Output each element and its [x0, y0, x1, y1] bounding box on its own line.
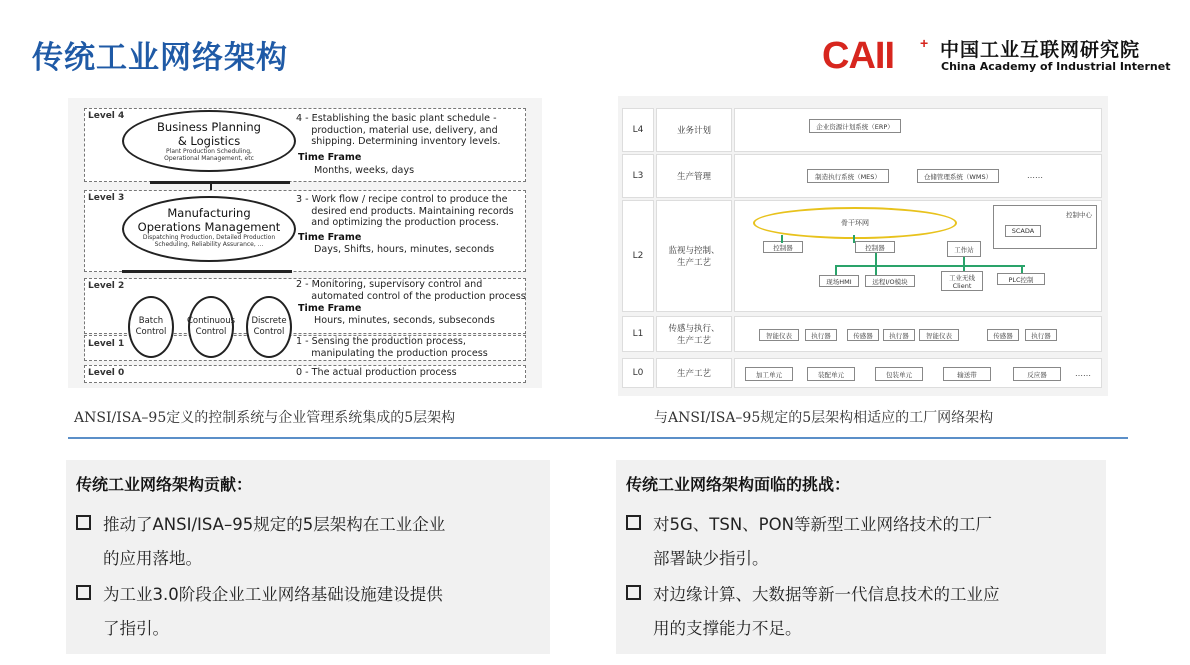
- row-l2-level: L2: [622, 200, 654, 312]
- actuator3-node: 执行器: [1025, 329, 1057, 341]
- row-l4-name: 业务计划: [656, 108, 732, 152]
- row-l0-name: 生产工艺: [656, 358, 732, 388]
- sensor2-node: 传感器: [847, 329, 879, 341]
- row-l1: [622, 316, 1102, 352]
- link: [781, 235, 783, 243]
- level-divider: [150, 181, 290, 184]
- l0-item: 装配单元: [807, 367, 855, 381]
- row-l4-level: L4: [622, 108, 654, 152]
- contribution-1-line2: 的应用落地。: [103, 549, 202, 568]
- caii-logo: [822, 36, 932, 72]
- row-l4: [622, 108, 1102, 152]
- l3-more: ……: [1027, 171, 1043, 180]
- wms-node: 仓储管理系统（WMS）: [917, 169, 999, 183]
- hmi-node: 现场HMI: [819, 275, 859, 287]
- batch-control-oval: Batch Control: [128, 296, 174, 358]
- challenge-2-line1: 对边缘计算、大数据等新一代信息技术的工业应: [653, 585, 1000, 604]
- challenge-item-1: [626, 508, 1086, 576]
- continuous-control-oval: Continuous Control: [188, 296, 234, 358]
- backbone-ring: 骨干环网: [753, 207, 957, 239]
- link: [853, 235, 855, 243]
- row-l2-content: [734, 200, 1102, 312]
- row-l3: [622, 154, 1102, 198]
- link: [875, 253, 877, 275]
- checkbox-icon: [76, 515, 91, 530]
- contribution-2-line1: 为工业3.0阶段企业工业网络基础设施建设提供: [103, 585, 443, 604]
- challenge-item-2: [626, 578, 1086, 646]
- sensor3-node: 传感器: [987, 329, 1019, 341]
- panel-challenges-heading: 传统工业网络架构面临的挑战：: [626, 475, 851, 494]
- row-l4-content: [734, 108, 1102, 152]
- row-l0-content: [734, 358, 1102, 388]
- level-2-timeframe-value: Hours, minutes, seconds, subseconds: [314, 315, 495, 326]
- row-l2-name: 监视与控制、 生产工艺: [656, 200, 732, 312]
- level-2-label: Level 2: [88, 281, 125, 291]
- level-4-oval: [122, 110, 296, 172]
- contribution-item-1: [76, 508, 536, 576]
- row-l2: [622, 200, 1102, 312]
- l0-more: ……: [1075, 369, 1091, 378]
- factory-network-figure: [618, 96, 1108, 396]
- l0-item: 包装单元: [875, 367, 923, 381]
- row-l3-name: 生产管理: [656, 154, 732, 198]
- page-title: 传统工业网络架构: [32, 40, 288, 76]
- level-3-oval-sub: Dispatching Production, Detailed Production Scheduling, Reliability Assurance, ...: [142, 234, 276, 248]
- link: [1021, 265, 1023, 273]
- level-3-label: Level 3: [88, 193, 125, 203]
- level-4-oval-title: Business Planning & Logistics: [157, 120, 261, 148]
- level-3-timeframe-value: Days, Shifts, hours, minutes, seconds: [314, 244, 495, 255]
- discrete-control-oval: Discrete Control: [246, 296, 292, 358]
- logo-mark-text: CAII: [822, 36, 894, 72]
- link: [963, 257, 965, 271]
- checkbox-icon: [626, 515, 641, 530]
- level-4-timeframe-value: Months, weeks, days: [314, 165, 415, 176]
- plc-node: PLC控制: [997, 273, 1045, 285]
- l0-item: 输送带: [943, 367, 991, 381]
- challenge-1-line2: 部署缺少指引。: [653, 549, 769, 568]
- logo-en-name: China Academy of Industrial Internet: [941, 60, 1171, 73]
- level-4-timeframe-label: Time Frame: [298, 152, 362, 163]
- panel-contributions: [66, 460, 550, 654]
- l0-item: 反应器: [1013, 367, 1061, 381]
- controller-a-node: 控制器: [763, 241, 803, 253]
- panel-contributions-heading: 传统工业网络架构贡献：: [76, 475, 253, 494]
- row-l0: [622, 358, 1102, 388]
- contribution-2-line2: 了指引。: [103, 619, 169, 638]
- client-node: 工业无线Client: [941, 271, 983, 291]
- link: [835, 265, 837, 275]
- sensor-node: 智能仪表: [759, 329, 799, 341]
- level-3-oval-title: Manufacturing Operations Management: [137, 206, 281, 234]
- challenge-2-line2: 用的支撑能力不足。: [653, 619, 802, 638]
- level-1-desc: 1 - Sensing the production process, manipulating the production process: [296, 336, 488, 359]
- checkbox-icon: [626, 585, 641, 600]
- row-l1-name: 传感与执行、 生产工艺: [656, 316, 732, 352]
- scada-node: SCADA: [1005, 225, 1041, 237]
- link: [835, 265, 1025, 267]
- logo-plus: +: [920, 36, 929, 51]
- level-0-label: Level 0: [88, 368, 125, 378]
- checkbox-icon: [76, 585, 91, 600]
- workstation-node: 工作站: [947, 241, 981, 257]
- caption-left: ANSI/ISA–95定义的控制系统与企业管理系统集成的5层架构: [74, 410, 456, 426]
- level-1-label: Level 1: [88, 339, 125, 349]
- level-4-desc: 4 - Establishing the basic plant schedule - production, material use, delivery, and shipping. Determining inventory levels.: [296, 113, 501, 148]
- l0-item: 加工单元: [745, 367, 793, 381]
- control-center-label: 控制中心: [1066, 211, 1092, 219]
- row-l0-level: L0: [622, 358, 654, 388]
- level-2-timeframe-label: Time Frame: [298, 303, 362, 314]
- level-2-desc: 2 - Monitoring, supervisory control and automated control of the production process: [296, 279, 526, 302]
- level-3-desc: 3 - Work flow / recipe control to produce the desired end products. Maintaining records and optimizing the production process.: [296, 194, 514, 229]
- contribution-1-line1: 推动了ANSI/ISA–95规定的5层架构在工业企业: [103, 515, 446, 534]
- meter-node: 智能仪表: [919, 329, 959, 341]
- erp-node: 企业资源计划系统（ERP）: [809, 119, 901, 133]
- row-l3-level: L3: [622, 154, 654, 198]
- level-3-oval: [122, 196, 296, 262]
- caption-right: 与ANSI/ISA–95规定的5层架构相适应的工厂网络架构: [654, 410, 994, 426]
- panel-challenges: [616, 460, 1106, 654]
- isa95-levels-figure: [68, 98, 542, 388]
- level-0-desc: 0 - The actual production process: [296, 367, 457, 378]
- actuator-node: 执行器: [805, 329, 837, 341]
- logo-cn-name: 中国工业互联网研究院: [940, 39, 1141, 61]
- row-l1-level: L1: [622, 316, 654, 352]
- io-node: 远程I/O模块: [865, 275, 915, 287]
- level-divider: [122, 270, 292, 273]
- level-4-oval-sub: Plant Production Scheduling, Operational Management, etc: [164, 148, 254, 162]
- row-l3-content: [734, 154, 1102, 198]
- level-3-timeframe-label: Time Frame: [298, 232, 362, 243]
- row-l1-content: [734, 316, 1102, 352]
- mes-node: 制造执行系统（MES）: [807, 169, 889, 183]
- controller-b-node: 控制器: [855, 241, 895, 253]
- challenge-1-line1: 对5G、TSN、PON等新型工业网络技术的工厂: [653, 515, 992, 534]
- level-4-label: Level 4: [88, 111, 125, 121]
- actuator2-node: 执行器: [883, 329, 915, 341]
- section-divider: [68, 437, 1128, 439]
- contribution-item-2: [76, 578, 536, 646]
